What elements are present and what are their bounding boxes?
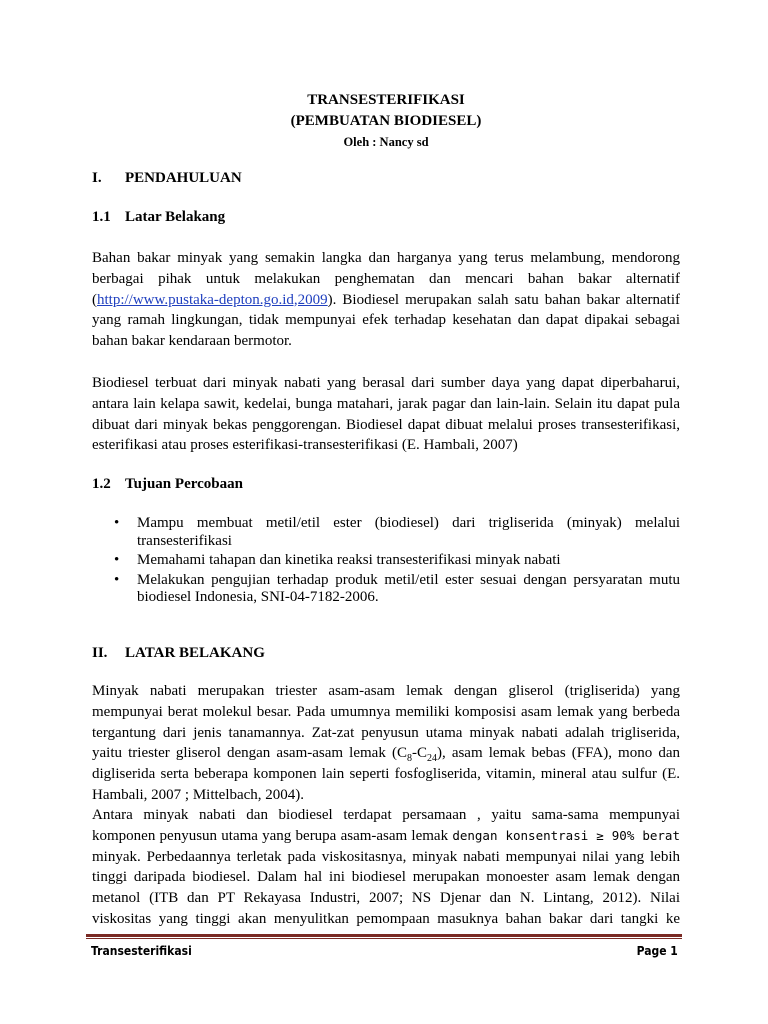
- text-line: minyak. Perbedaannya terletak pada viskositasnya, minyak nabati mempunyai nilai yang lebih: [92, 848, 680, 865]
- text-fragment: (: [92, 291, 97, 308]
- list-item-text: Mampu membuat metil/etil ester (biodiesel) dari trigliserida (minyak) melalui transesterifikasi: [137, 515, 680, 549]
- footer-rule-thin: [86, 938, 682, 939]
- text-line: viskositas yang tinggi akan menyulitkan pemompaan masuknya bahan bakar dari tangki ke: [92, 910, 680, 927]
- document-title: TRANSESTERIFIKASI: [307, 92, 465, 108]
- subscript: 24: [426, 753, 437, 765]
- text-line: antara lain kelapa sawit, kedelai, bunga matahari, jarak pagar dan lain-lain. Selain itu dapat pula: [92, 395, 680, 412]
- section-title: PENDAHULUAN: [125, 170, 242, 186]
- text-line: yang ramah lingkungan, tidak mempunyai efek terhadap kesehatan dan dapat dipakai sebagai: [92, 312, 680, 329]
- list-item: [92, 572, 680, 607]
- paragraph-intro: [92, 248, 680, 352]
- paragraph-minyak-nabati: [92, 681, 680, 806]
- paragraph-comparison: [92, 805, 680, 930]
- footer-title: Transesterifikasi: [91, 944, 192, 958]
- list-item: [92, 515, 680, 550]
- text-fragment: yaitu triester gliserol dengan asam-asam lemak (C: [92, 745, 407, 762]
- text-line: Minyak nabati merupakan triester asam-asam lemak dengan gliserol (trigliserida) yang: [92, 683, 680, 699]
- section-title: LATAR BELAKANG: [125, 645, 265, 661]
- text-line: dibuat dari minyak bekas penggorengan. Biodiesel dapat dibuat melalui proses transesterifikasi,: [92, 416, 680, 433]
- text-fragment: komponen penyusun utama yang berupa asam-asam lemak: [92, 827, 453, 844]
- subscript: 8: [406, 753, 412, 765]
- text-line: [92, 290, 680, 311]
- document-author: Oleh : Nancy sd: [343, 135, 429, 149]
- text-fragment: ). Biodiesel merupakan salah satu bahan bakar alternatif: [327, 291, 680, 308]
- text-line: [92, 743, 680, 764]
- bullet-icon: •: [114, 515, 120, 531]
- section-number: I.: [92, 170, 102, 186]
- text-line: metanol (ITB dan PT Rekayasa Industri, 2007; NS Djenar dan N. Lintang, 2012). Nilai: [92, 890, 680, 907]
- text-line: Bahan bakar minyak yang semakin langka dan harganya yang terus melambung, mendorong: [92, 250, 680, 266]
- subsection-title: Latar Belakang: [125, 209, 226, 225]
- text-line: berbagai pihak untuk melakukan penghematan dan mencari bahan bakar alternatif: [92, 270, 680, 287]
- list-item-text: Memahami tahapan dan kinetika reaksi transesterifikasi minyak nabati: [137, 552, 561, 568]
- text-fragment: ), asam lemak bebas (FFA), mono dan: [436, 745, 681, 762]
- text-line: bahan bakar kendaraan bermotor.: [92, 333, 292, 350]
- subsection-number: 1.2: [92, 476, 111, 492]
- text-line: Antara minyak nabati dan biodiesel terdapat persamaan , yaitu sama-sama mempunyai: [92, 807, 680, 823]
- subsection-number: 1.1: [92, 209, 111, 225]
- document-subtitle: (PEMBUATAN BIODIESEL): [290, 113, 482, 129]
- section-heading-pendahuluan: [92, 170, 242, 187]
- text-line: [92, 826, 680, 847]
- source-link[interactable]: http://www.pustaka-depton.go.id,2009: [97, 291, 328, 308]
- footer-rule-thick: [86, 934, 682, 937]
- page-number: Page 1: [636, 944, 678, 958]
- subsection-heading-latar-belakang: [92, 209, 225, 226]
- list-item-text: Melakukan pengujian terhadap produk metil/etil ester sesuai dengan persyaratan mutu biodiesel Indonesia, SNI-04-7182-2006.: [137, 571, 680, 605]
- section-heading-latar-belakang: [92, 645, 265, 662]
- text-line: Hambali, 2007 ; Mittelbach, 2004).: [92, 786, 305, 803]
- section-number: II.: [92, 645, 108, 661]
- text-line: Biodiesel terbuat dari minyak nabati yang berasal dari sumber daya yang dapat diperbaharui,: [92, 375, 680, 391]
- text-line: digliserida serta beberapa komponen lain seperti fosfogliserida, vitamin, mineral atau sulfur (E.: [92, 766, 680, 783]
- text-fragment: -C: [411, 745, 427, 762]
- bullet-icon: •: [114, 571, 120, 588]
- list-item: [92, 552, 680, 570]
- objectives-list: [92, 515, 680, 609]
- text-line: esterifikasi atau proses esterifikasi-transesterifikasi (E. Hambali, 2007): [92, 437, 518, 454]
- bullet-icon: •: [114, 552, 120, 568]
- subsection-heading-tujuan: [92, 476, 243, 493]
- document-page: [92, 0, 680, 1024]
- text-line: tinggi daripada biodiesel. Dalam hal ini biodiesel merupakan monoester asam lemak dengan: [92, 869, 680, 886]
- text-fragment-mono: dengan konsentrasi ≥ 90% berat: [452, 827, 680, 843]
- subsection-title: Tujuan Percobaan: [125, 476, 243, 492]
- paragraph-biodiesel-source: [92, 373, 680, 456]
- text-line: mempunyai berat molekul besar. Pada umumnya memiliki komposisi asam lemak yang berbeda: [92, 703, 680, 720]
- text-line: tergantung dari jenis tanamannya. Zat-zat penyusun utama minyak nabati adalah trigliserida,: [92, 724, 680, 741]
